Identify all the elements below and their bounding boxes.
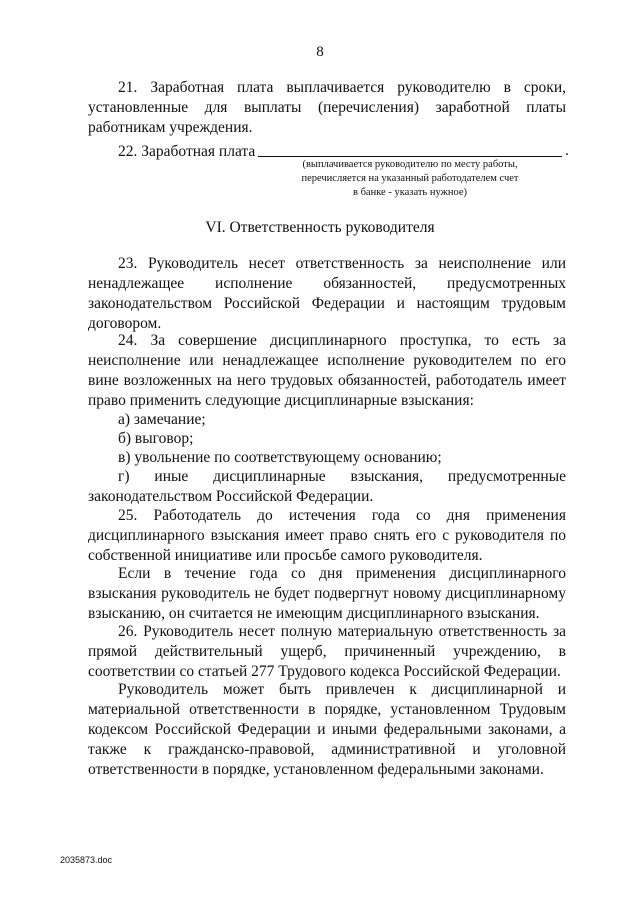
penalty-c: в) увольнение по соответствующему основанию; [118,449,442,466]
penalty-a: а) замечание; [118,411,206,428]
section-title: VI. Ответственность руководителя [205,219,435,236]
clause-21: 21. Заработная плата выплачивается руководителю в сроки, установленные для выплаты (перечисления) заработной платы работникам учреждения. [88,79,566,136]
clause-22-note-line: перечисляется на указанный работодателем счет [301,173,519,184]
penalty-b: б) выговор; [118,430,194,447]
penalty-d: г) иные дисциплинарные взыскания, предусмотренные законодательством Российской Федерации. [88,468,566,505]
clause-22-note [258,158,562,200]
file-name-footer: 2035873.doc [60,855,113,865]
clause-26-paragraph-2: Руководитель может быть привлечен к дисциплинарной и материальной ответственности в порядке, установленном Трудовым кодексом Российской Федерации и иными федеральными законами, а также к гражданско-правовой, административной и уголовной ответственности в порядке, установленном федеральными законами. [88,681,566,778]
clause-22-note-line: (выплачивается руководителю по месту работы, [302,159,518,170]
clause-22-blank-line [258,156,562,157]
clause-25-paragraph-2: Если в течение года со дня применения дисциплинарного взыскания руководитель не будет подвергнут новому дисциплинарному взысканию, он считается не имеющим дисциплинарного взыскания. [88,565,566,622]
page-number: 8 [316,44,324,60]
clause-26: 26. Руководитель несет полную материальную ответственность за прямой действительный ущерб, причиненный учреждению, в соответствии со статьей 277 Трудового кодекса Российской Федерации. [88,623,566,680]
clause-22-end: . [565,142,569,159]
clause-25: 25. Работодатель до истечения года со дня применения дисциплинарного взыскания имеет право снять его с руководителя по собственной инициативе или просьбе самого руководителя. [88,507,566,564]
clause-22-note-line: в банке - указать нужное) [353,187,467,198]
clause-23: 23. Руководитель несет ответственность за неисполнение или ненадлежащее исполнение обязанностей, предусмотренных законодательством Российской Федерации и настоящим трудовым договором. [88,255,566,332]
clause-24: 24. За совершение дисциплинарного проступка, то есть за неисполнение или ненадлежащее исполнение руководителем по его вине возложенных на него трудовых обязанностей, работодатель имеет право применить следующие дисциплинарные взыскания: [88,332,566,409]
clause-22-label: 22. Заработная плата [118,143,256,160]
